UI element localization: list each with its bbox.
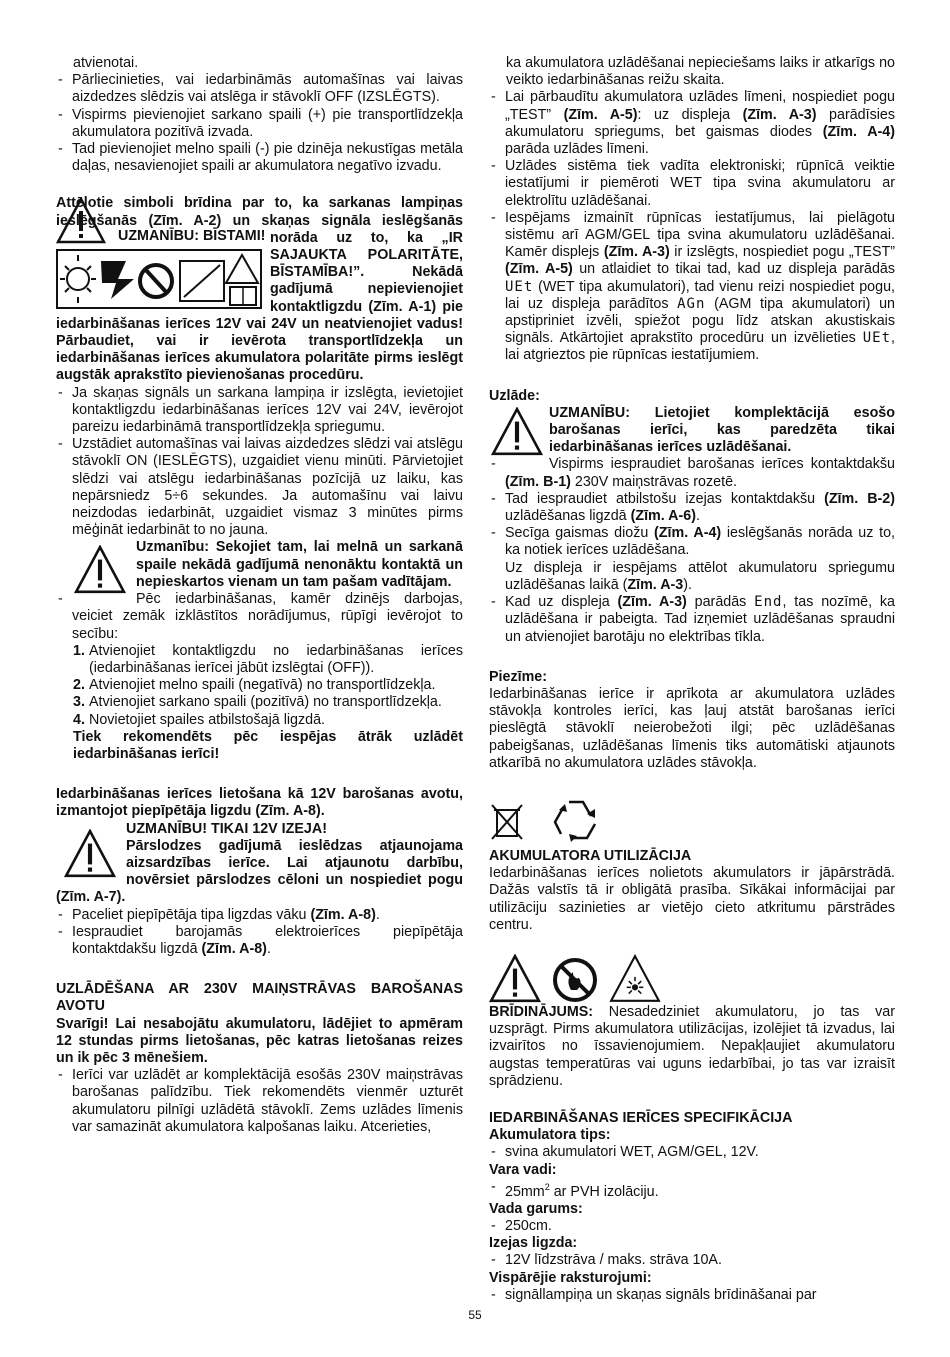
hazard-icons xyxy=(489,950,895,1004)
list-item: - Vispirms pievienojiet sarkano spaili (+) pie transportlīdzekļa akumulatora pozitīvā izvada. xyxy=(56,107,463,141)
warning-triangle-icon xyxy=(64,829,116,879)
spec-label: Izejas ligzda: xyxy=(489,1235,578,1252)
list-item: - Ierīci var uzlādēt ar komplektācijā esošās 230V maiņstrāvas barošanas palīdzību. Tiek rekomendēts vienmēr uzturēt akumulatoru pilnīgi uzlādētā stāvoklī. Zems uzlādes līmenis var samazināt akumulatora kalpošanas laiku. Atcerieties, xyxy=(56,1067,463,1136)
list-item: - Vispirms iespraudiet barošanas ierīces kontaktdakšu (Zīm. B-1) 230V maiņstrāvas rozetē. xyxy=(489,456,895,490)
list-item: - Pārliecinieties, vai iedarbināmās automašīnas vai laivas aizdedzes slēdzis vai atslēga ir stāvoklī OFF (IZSLĒGTS). xyxy=(56,72,463,106)
display-agm-symbol: AGn xyxy=(677,295,706,312)
text-line: atvienotai. xyxy=(73,55,139,71)
list-item: - Secīga gaismas diožu (Zīm. A-4) ieslēgšanās norāda uz to, ka notiek ierīces uzlādēšana. xyxy=(489,525,895,559)
section-heading: AKUMULATORA UTILIZĀCIJA xyxy=(489,847,692,864)
list-item: - Lai pārbaudītu akumulatora uzlādes līmeni, nospiediet pogu „TEST” (Zīm. A-5): uz displeja (Zīm. A-3) parādīsies akumulatoru spriegums, bet gaismas diodes (Zīm. A-4) parāda uzlādes līmeni. xyxy=(489,89,895,158)
warning-title: UZMANĪBU! TIKAI 12V IZEJA! xyxy=(126,820,327,837)
warning-text: Pārslodzes gadījumā ieslēdzas atjaunojama aizsardzības ierīce. Lai atjaunotu darbību, novērsiet pārslodzes cēloni un nospiediet pogu (Zīm. A-7). xyxy=(56,837,463,906)
section-heading: Iedarbināšanas ierīces lietošana kā 12V barošanas avotu, izmantojot piepīpētāja ligzdu (Zīm. A-8). xyxy=(56,786,463,820)
step-item: 4. Novietojiet spailes atbilstošajā ligzdā. xyxy=(73,711,326,728)
list-item: - Pēc iedarbināšanas, kamēr dzinējs darbojas, veiciet zemāk izklāstītos norādījumus, rūpīgi ievērojot to secību: xyxy=(56,591,463,643)
display-wet-symbol: UEt xyxy=(862,330,892,347)
step-item: 2. Atvienojiet melno spaili (negatīvā) no transportlīdzekļa. xyxy=(73,677,436,694)
spec-value: - signāllampiņa un skaņas signāls brīdināšanai par xyxy=(489,1287,895,1304)
recommendation: Tiek rekomendēts pēc iespējas ātrāk uzlādēt iedarbināšanas ierīci! xyxy=(73,728,463,762)
spec-label: Vispārējie raksturojumi: xyxy=(489,1269,652,1286)
section-heading: UZLĀDĒŠANA AR 230V MAIŅSTRĀVAS BAROŠANAS AVOTU xyxy=(56,981,463,1015)
display-wet-symbol: UEt xyxy=(505,278,534,295)
spec-value: - svina akumulatori WET, AGM/GEL, 12V. xyxy=(489,1144,895,1161)
disposal-icons xyxy=(489,792,895,842)
list-item: - Tad iespraudiet atbilstošu izejas kontaktdakšu (Zīm. B-2) uzlādēšanas ligzdā (Zīm. A-6). xyxy=(489,491,895,525)
list-item: - Iespējams izmainīt rūpnīcas iestatījumus, lai pielāgotu sistēmu arī AGM/GEL tipa svina akumulatoru uzlādēšanai. Kamēr displejs (Zīm. A-3) ir izslēgts, nospiediet pogu „TEST” (Zīm. A-5) un atlaidiet to tikai tad, kad uz displeja parādās UEt (WET tipa akumulatori), tad vienu reizi nospiediet pogu, lai uz displeja parādītos AGn (AGM tipa akumulatori) un apstipriniet izvēli, spiežot pogu līdz atskan akustiskais signāls. Atkārtojiet aprakstīto procedūru un izvēlieties UEt, lai atgrieztos pie rūpnīcas iestatījumiem. xyxy=(489,210,895,365)
explosion-warning-icon xyxy=(609,954,661,1004)
warning-title: UZMANĪBU: BĪSTAMI! xyxy=(118,228,266,245)
polarity-symbols-icon xyxy=(56,249,262,309)
paragraph: Iedarbināšanas ierīce ir aprīkota ar akumulatora uzlādes stāvokļa kontroles ierīci, kas ļauj atstāt barošanas ierīci pieslēgtā stāvoklī neierobežoti ilgi; pēc uzlādēšanas pabeigšanas, uzlādēšanas līmenis tiks automātiski atjaunots atkarībā no akumulatora uzlādes stāvokļa. xyxy=(489,685,895,771)
warning-12v xyxy=(56,821,463,907)
spec-label: Vara vadi: xyxy=(489,1161,557,1178)
list-item: - Ja skaņas signāls un sarkana lampiņa ir izslēgta, ievietojiet kontaktligzdu iedarbināšanas ierīces 12V vai 24V, ievērojot pareizu iedarbināmā transportlīdzekļa spriegumu. xyxy=(56,385,463,437)
text-line: Uz displeja ir iespējams attēlot akumulatoru spriegumu uzlādēšanas laikā (Zīm. A-3). xyxy=(505,559,895,593)
page-number: 55 xyxy=(468,1308,482,1322)
list-item: - Paceliet piepīpētāja tipa ligzdas vāku (Zīm. A-8). xyxy=(56,907,463,924)
spec-label: Akumulatora tips: xyxy=(489,1127,611,1144)
list-item: - Uzlādes sistēma tiek vadīta elektroniski; rūpnīcā veiktie iestatījumi ir piemēroti WET tipa svina akumulatoru ar elektrolītu uzlādēšanai. xyxy=(489,158,895,210)
display-end-symbol: End xyxy=(754,594,783,611)
spec-value: - 12V līdzstrāva / maks. strāva 10A. xyxy=(489,1252,895,1269)
section-heading: Piezīme: xyxy=(489,668,548,685)
warning-text: Attēlotie simboli brīdina par to, ka sarkanas lampiņas ieslēgšanās (Zīm. A-2) un skaņas signāla ieslēgšanās norāda uz to, ka „IR SAJAUKTA POLARITĀTE, BĪSTAMĪBA!”. Nekādā gadījumā nepievienojiet kontaktligzdu (Zīm. A-1) pie iedarbināšanas ierīces 12V vai 24V un neatvienojiet vadus! Pārbaudiet, vai ir ievērota transportlīdzekļa un iedarbināšanas ierīces akumulatora polaritāte pirms ieslēgt augstāk aprakstīto pievienošanas procedūru. xyxy=(56,195,463,384)
warning-triangle-icon xyxy=(74,545,126,595)
spec-value: - 250cm. xyxy=(489,1218,895,1235)
warning-danger xyxy=(56,195,463,384)
list-item: - Uzstādiet automašīnas vai laivas aizdedzes slēdzi vai atslēgu stāvoklī ON (IESLĒGTS), uzgaidiet vienu minūti. Pārvietojiet slēdzi vai atslēgu iedarbināšanas pozīcijā uz laiku, kas nepārsniedz 5÷6 sekundes. Ja automašīnu vai laivu neizdodas iedarbināt, uzgaidiet vismaz 3 minūtes pirms mēģināt iedarbināt to no jauna. xyxy=(56,436,463,539)
list-item: - Tad pievienojiet melno spaili (-) pie dzinēja nekustīgas metāla daļas, nesavienojiet spaili ar akumulatora negatīvo izvadu. xyxy=(56,141,463,175)
list-item: - Iespraudiet barojamās elektroierīces piepīpētāja kontaktdakšu ligzdā (Zīm. A-8). xyxy=(56,924,463,958)
warning-text: Uzmanību: Sekojiet tam, lai melnā un sarkanā spaile nekādā gadījumā nenonāktu kontaktā un nepieskartos vienam un tam pašam vadītājam. xyxy=(136,539,463,590)
paragraph: Iedarbināšanas ierīces nolietots akumulators ir jāpārstrādā. Dažās valstīs tā ir obligātā prasība. Sīkākai informācijai par utilizāciju sazinieties ar vietējo cieto atkritumu pārstrādes centru. xyxy=(489,865,895,933)
left-column xyxy=(56,55,463,1136)
section-heading: Uzlāde: xyxy=(489,387,540,404)
warning-paragraph: BRĪDINĀJUMS: Nesadedziniet akumulatoru, jo tas var uzsprāgt. Pirms akumulatora utilizācijas, izolējiet tā izvadus, lai izvairītos no īssavienojumiem. Nepakļaujiet akumulatoru augstas temperatūras vai uguns iedarbībai, jo tas var izraisīt sprādzienu. xyxy=(489,1003,895,1089)
text-line: ka akumulatora uzlādēšanai nepieciešams laiks ir atkarīgs no veikto iedarbināšanas reižu skaita. xyxy=(506,55,895,89)
spec-value: - $25mm^2$ ar PVH izolāciju. xyxy=(489,1179,895,1201)
crossed-bin-icon xyxy=(489,802,525,842)
step-item: 3. Atvienojiet sarkano spaili (pozitīvā) no transportlīdzekļa. xyxy=(73,694,442,711)
recycle-icon xyxy=(551,796,601,842)
spec-label: Vada garums: xyxy=(489,1200,583,1217)
warning-charger xyxy=(489,405,895,457)
warning-triangle-icon xyxy=(489,954,541,1004)
section-heading: IEDARBINĀŠANAS IERĪCES SPECIFIKĀCIJA xyxy=(489,1109,793,1126)
right-column xyxy=(489,55,895,1304)
warning-contact xyxy=(56,539,463,591)
step-item: 1. Atvienojiet kontaktligzdu no iedarbināšanas ierīces (iedarbināšanas ierīcei jābūt izslēgtai (OFF)). xyxy=(73,642,463,676)
no-fire-icon xyxy=(551,956,599,1004)
warning-text: UZMANĪBU: Lietojiet komplektācijā esošo barošanas ierīci, kas paredzēta tikai iedarbināšanas ierīces uzlādēšanai. xyxy=(549,404,895,456)
warning-triangle-icon xyxy=(491,407,543,457)
list-item: - Kad uz displeja (Zīm. A-3) parādās End, tas nozīmē, ka uzlādēšana ir pabeigta. Tad izņemiet uzlādēšanas spraudni un atvienojiet barotāju no elektrības tīkla. xyxy=(489,594,895,646)
important-note: Svarīgi! Lai nesabojātu akumulatoru, lādējiet to apmēram 12 stundas pirms lietošanas, pēc katras lietošanas reizes un ik pēc 3 mēnešiem. xyxy=(56,1015,463,1066)
